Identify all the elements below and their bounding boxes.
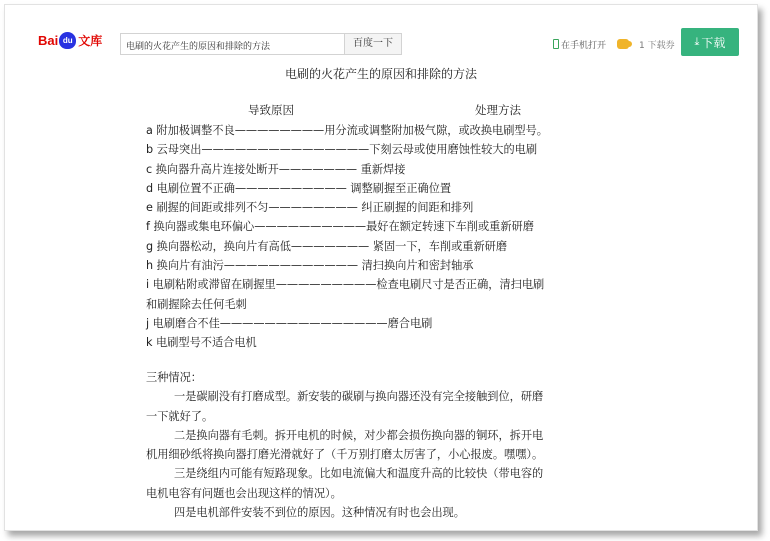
item-key: e <box>146 201 153 215</box>
notes-heading: 三种情况： <box>146 371 202 384</box>
baidu-wenku-logo[interactable] <box>38 30 102 50</box>
item-key: g <box>146 239 154 253</box>
coupon-icon <box>617 39 629 49</box>
item-key: b <box>146 143 154 157</box>
item-key: j <box>146 316 150 330</box>
download-coupon <box>617 37 675 51</box>
item-text: 电刷粘附或滞留在刷握里—————————检查电刷尺寸是否正确，清扫电刷 <box>149 278 545 292</box>
phone-icon <box>553 39 559 49</box>
item-text: 换向片有油污———————————— 清扫换向片和密封轴承 <box>153 259 474 273</box>
item-text: 电刷磨合不佳———————————————磨合电刷 <box>149 316 433 330</box>
logo-wenku: 文库 <box>78 33 103 48</box>
item-text: 换向器松动，换向片有高低——————— 紧固一下，车削或重新研磨 <box>153 239 508 253</box>
item-key: c <box>146 162 153 176</box>
paragraph: 四是电机部件安装不到位的原因。这种情况有时也会出现。 <box>174 506 465 520</box>
item-text: 和刷握除去任何毛刺 <box>146 297 247 311</box>
document-page <box>5 55 757 531</box>
paragraph: 三是绕组内可能有短路现象。比如电流偏大和温度升高的比较快（带电容的 <box>174 467 544 481</box>
document-title: 电刷的火花产生的原因和排除的方法 <box>284 67 477 81</box>
item-text: 云母突出———————————————下刻云母或使用磨蚀性较大的电刷 <box>153 143 538 157</box>
paragraph: 二是换向器有毛刺。拆开电机的时候，对少都会损伤换向器的铜环，拆开电 <box>174 428 544 442</box>
list-item-continuation <box>146 295 646 314</box>
coupon-label: 1 下载券 <box>639 40 675 51</box>
item-text: 电刷型号不适合电机 <box>152 336 257 350</box>
item-key: a <box>146 124 153 137</box>
item-text: 换向器或集电环偏心——————————最好在额定转速下车削或重新研磨 <box>149 220 534 234</box>
paw-icon: du <box>59 32 76 49</box>
paragraph: 电机电容有问题也会出现这样的情况）。 <box>146 486 342 500</box>
list-item <box>146 333 646 352</box>
paragraph: 机用细砂纸将换向器打磨光滑就好了（千万别打磨太厉害了，小心报废。嘿嘿）。 <box>146 448 544 462</box>
list-item <box>146 140 646 159</box>
item-key: i <box>146 278 150 292</box>
list-item <box>146 121 646 140</box>
list-item <box>146 217 646 236</box>
open-on-phone-label: 在手机打开 <box>561 40 607 51</box>
screenshot-frame <box>4 4 758 531</box>
item-key: k <box>146 336 153 350</box>
list-item <box>146 314 646 333</box>
paragraph: 一是碳刷没有打磨成型。新安装的碳刷与换向器还没有完全接触到位，研磨 <box>174 390 544 404</box>
list-item <box>146 237 646 256</box>
list-item <box>146 198 646 217</box>
search-button[interactable]: 百度一下 <box>344 33 402 55</box>
item-key: h <box>146 259 154 273</box>
notes-section <box>146 368 646 522</box>
column-header-method: 处理方法 <box>475 103 521 117</box>
logo-bai: Bai <box>38 32 59 48</box>
list-item <box>146 256 646 275</box>
cause-method-list <box>146 121 646 353</box>
download-icon: ⤓ <box>694 35 700 48</box>
header <box>5 5 757 55</box>
paragraph: 一下就好了。 <box>146 409 214 423</box>
item-text: 电刷位置不正确—————————— 调整刷握至正确位置 <box>153 181 452 195</box>
item-text: 刷握的间距或排列不匀———————— 纠正刷握的间距和排列 <box>152 201 474 215</box>
list-item <box>146 160 646 179</box>
item-key: f <box>146 220 150 234</box>
search-input[interactable]: 电刷的火花产生的原因和排除的方法 <box>120 33 345 55</box>
item-text: 换向器升高片连接处断开——————— 重新焊接 <box>152 162 406 176</box>
column-header-cause: 导致原因 <box>248 103 294 117</box>
open-on-phone-button[interactable] <box>553 37 606 51</box>
item-text: 附加极调整不良————————用分流或调整附加极气隙，或改换电刷型号。 <box>152 124 548 137</box>
item-key: d <box>146 181 154 195</box>
download-label: 下载 <box>701 35 726 50</box>
list-item <box>146 179 646 198</box>
download-button[interactable] <box>681 28 739 56</box>
list-item <box>146 275 646 294</box>
